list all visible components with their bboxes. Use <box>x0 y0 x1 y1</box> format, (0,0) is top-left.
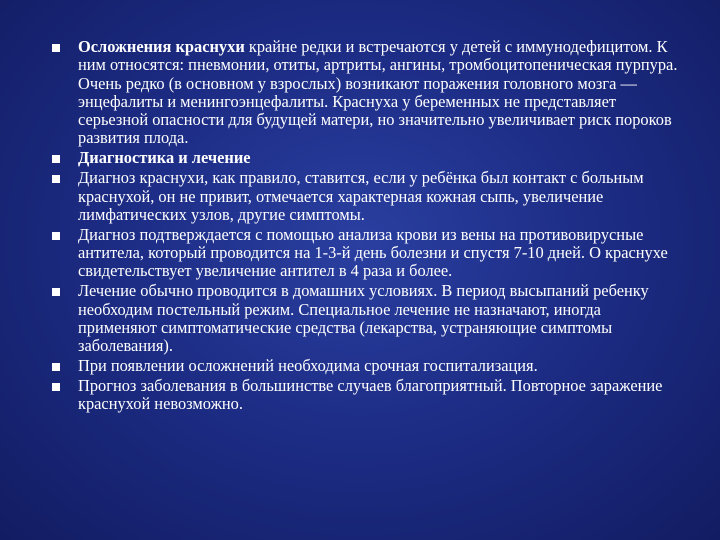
bullet-text: Лечение обычно проводится в домашних условиях. В период высыпаний ребенку необходим постельный режим. Специальное лечение не назначают, иногда применяют симптоматические средства (лекарства, устраняющие симптомы заболевания). <box>78 281 649 356</box>
square-bullet-icon <box>52 44 60 52</box>
bullet-bold-text: Осложнения краснухи <box>78 37 245 56</box>
square-bullet-icon <box>52 383 60 391</box>
bullet-text: Диагноз краснухи, как правило, ставится, если у ребёнка был контакт с больным краснухой, он не привит, отмечается характерная кожная сыпь, увеличение лимфатических узлов, другие симптомы. <box>78 168 644 224</box>
bullet-item <box>52 226 678 281</box>
bullet-text: При появлении осложнений необходима срочная госпитализация. <box>78 356 538 376</box>
bullet-bold-text: Диагностика и лечение <box>78 148 251 168</box>
square-bullet-icon <box>52 232 60 240</box>
bullet-item <box>52 149 678 167</box>
bullet-text: Прогноз заболевания в большинстве случаев благоприятный. Повторное заражение краснухой невозможно. <box>78 375 663 414</box>
bullet-item <box>52 377 678 414</box>
bullet-list <box>52 38 678 415</box>
square-bullet-icon <box>52 288 60 296</box>
bullet-item <box>52 38 678 148</box>
bullet-item <box>52 282 678 355</box>
bullet-text: крайне редки и встречаются у детей с иммунодефицитом. К ним относятся: пневмонии, отиты, артриты, ангины, тромбоцитопеническая пурпура. Очень редко (в основном у взрослых) возникают поражения головного мозга — энцефалиты и менингоэнцефалиты. Краснуха у беременных не представляет серьезной опасности для будущей матери, но значительно увеличивает риск пороков развития плода. <box>78 37 678 148</box>
square-bullet-icon <box>52 155 60 163</box>
bullet-item <box>52 169 678 224</box>
square-bullet-icon <box>52 175 60 183</box>
bullet-text: Диагноз подтверждается с помощью анализа крови из вены на противовирусные антитела, который проводится на 1-3-й день болезни и спустя 7-10 дней. О краснухе свидетельствует увеличение антител в 4 раза и более. <box>78 224 668 281</box>
square-bullet-icon <box>52 363 60 371</box>
bullet-item <box>52 357 678 375</box>
